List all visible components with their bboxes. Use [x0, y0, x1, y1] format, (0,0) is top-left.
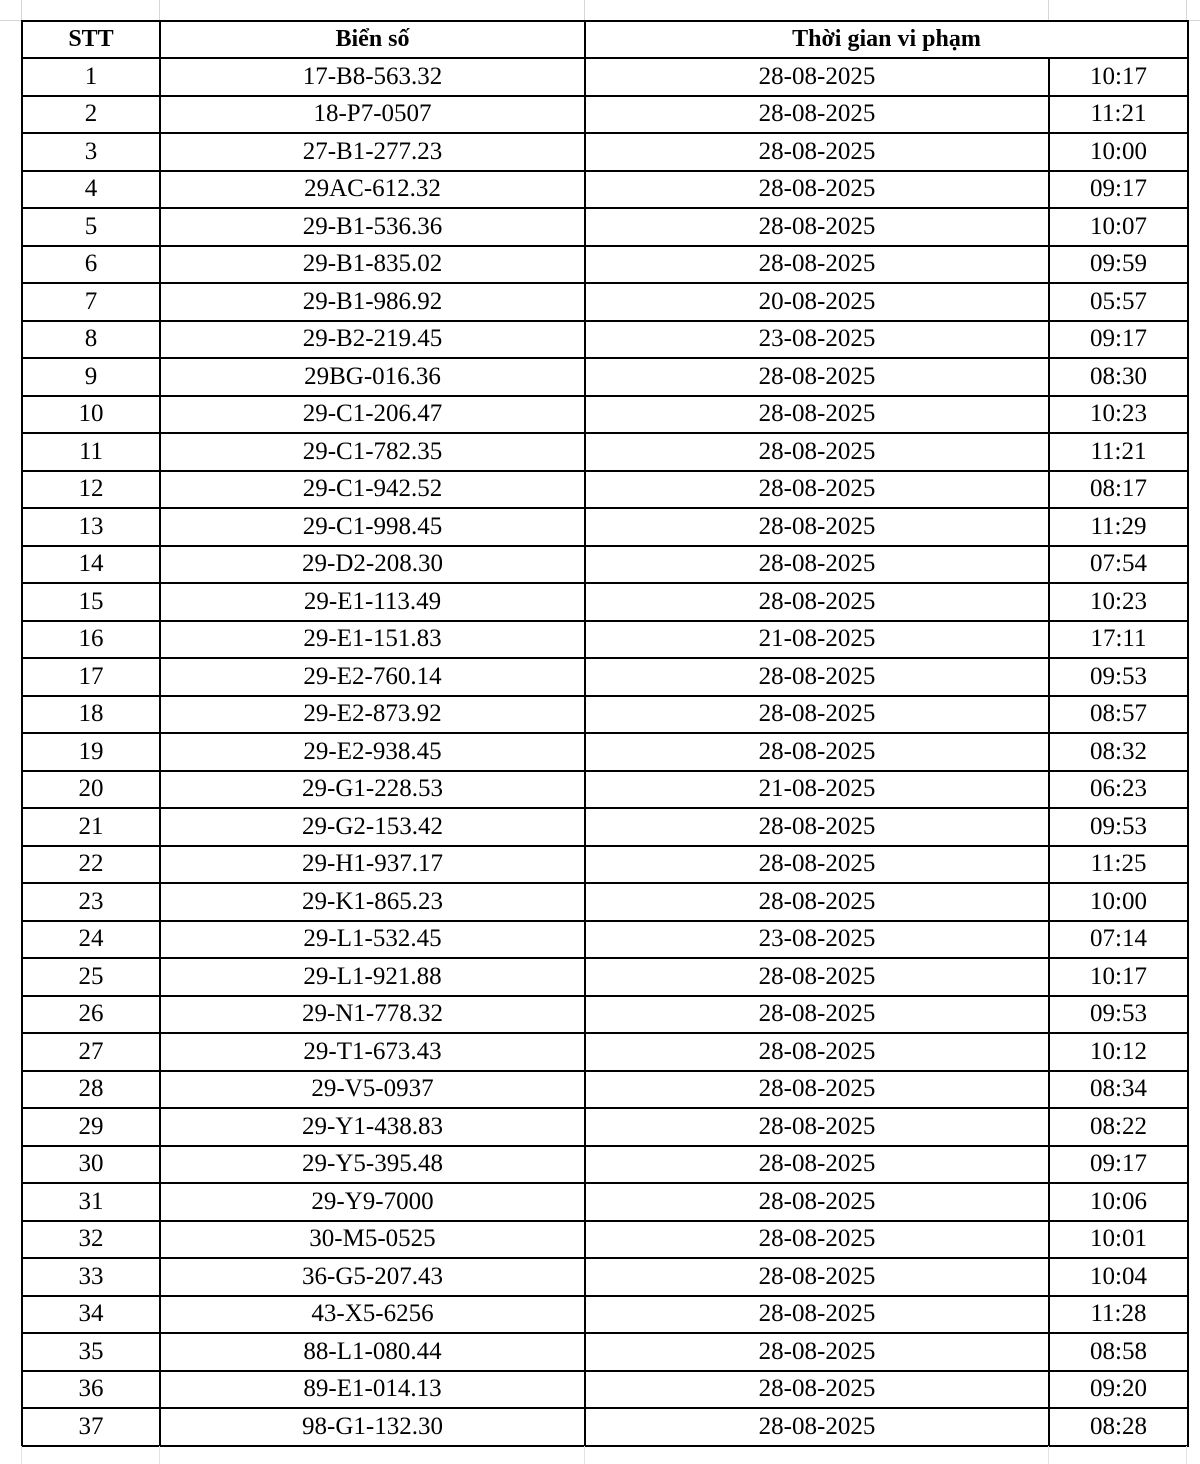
cell-plate: 29-T1-673.43 [160, 1033, 585, 1071]
cell-date: 28-08-2025 [585, 433, 1049, 471]
cell-stt: 11 [22, 433, 160, 471]
table-row [22, 1371, 1188, 1409]
cell-time: 10:12 [1049, 1033, 1188, 1071]
table-row [22, 246, 1188, 284]
cell-plate: 29-B2-219.45 [160, 321, 585, 359]
cell-date: 28-08-2025 [585, 1371, 1049, 1409]
cell-stt: 27 [22, 1033, 160, 1071]
cell-date: 28-08-2025 [585, 1071, 1049, 1109]
cell-date: 28-08-2025 [585, 1258, 1049, 1296]
cell-time: 08:57 [1049, 696, 1188, 734]
cell-time: 08:17 [1049, 471, 1188, 509]
cell-stt: 17 [22, 658, 160, 696]
violations-table [21, 20, 1189, 1447]
table-row [22, 1183, 1188, 1221]
table-row [22, 96, 1188, 134]
cell-plate: 30-M5-0525 [160, 1221, 585, 1259]
header-violation-time: Thời gian vi phạm [585, 21, 1188, 58]
cell-date: 28-08-2025 [585, 1183, 1049, 1221]
gridline [21, 0, 22, 20]
gridline [1048, 0, 1049, 20]
cell-time: 10:00 [1049, 133, 1188, 171]
cell-time: 11:21 [1049, 433, 1188, 471]
cell-time: 10:07 [1049, 208, 1188, 246]
table-row [22, 58, 1188, 96]
table-row [22, 1071, 1188, 1109]
cell-time: 08:28 [1049, 1408, 1188, 1446]
cell-time: 10:23 [1049, 583, 1188, 621]
cell-time: 17:11 [1049, 621, 1188, 659]
cell-plate: 29-E1-151.83 [160, 621, 585, 659]
cell-time: 09:53 [1049, 658, 1188, 696]
cell-plate: 43-X5-6256 [160, 1296, 585, 1334]
header-plate: Biển số [160, 21, 585, 58]
cell-date: 28-08-2025 [585, 1108, 1049, 1146]
cell-time: 08:32 [1049, 733, 1188, 771]
cell-plate: 29AC-612.32 [160, 171, 585, 209]
cell-plate: 29-Y9-7000 [160, 1183, 585, 1221]
cell-stt: 21 [22, 808, 160, 846]
table-body [22, 58, 1188, 1446]
table-row [22, 283, 1188, 321]
cell-stt: 36 [22, 1371, 160, 1409]
cell-time: 08:34 [1049, 1071, 1188, 1109]
table-row [22, 133, 1188, 171]
cell-time: 10:06 [1049, 1183, 1188, 1221]
cell-date: 21-08-2025 [585, 771, 1049, 809]
table-row [22, 1108, 1188, 1146]
cell-plate: 29-E1-113.49 [160, 583, 585, 621]
cell-time: 09:59 [1049, 246, 1188, 284]
cell-plate: 29-V5-0937 [160, 1071, 585, 1109]
cell-stt: 13 [22, 508, 160, 546]
spreadsheet-gridlines-bottom [0, 1446, 1200, 1464]
cell-date: 28-08-2025 [585, 733, 1049, 771]
cell-stt: 22 [22, 846, 160, 884]
cell-stt: 2 [22, 96, 160, 134]
cell-plate: 17-B8-563.32 [160, 58, 585, 96]
cell-stt: 16 [22, 621, 160, 659]
cell-stt: 12 [22, 471, 160, 509]
cell-plate: 29-E2-938.45 [160, 733, 585, 771]
cell-time: 05:57 [1049, 283, 1188, 321]
cell-date: 21-08-2025 [585, 621, 1049, 659]
cell-stt: 25 [22, 958, 160, 996]
cell-stt: 7 [22, 283, 160, 321]
table-row [22, 996, 1188, 1034]
cell-plate: 29-E2-873.92 [160, 696, 585, 734]
cell-stt: 32 [22, 1221, 160, 1259]
cell-stt: 9 [22, 358, 160, 396]
cell-time: 09:17 [1049, 171, 1188, 209]
cell-time: 07:14 [1049, 921, 1188, 959]
cell-plate: 29-K1-865.23 [160, 883, 585, 921]
cell-plate: 29-N1-778.32 [160, 996, 585, 1034]
table-row [22, 958, 1188, 996]
cell-stt: 5 [22, 208, 160, 246]
cell-time: 06:23 [1049, 771, 1188, 809]
cell-date: 28-08-2025 [585, 171, 1049, 209]
gridline [584, 1446, 585, 1464]
cell-stt: 34 [22, 1296, 160, 1334]
cell-date: 28-08-2025 [585, 208, 1049, 246]
cell-date: 28-08-2025 [585, 658, 1049, 696]
cell-time: 09:17 [1049, 1146, 1188, 1184]
header-row [22, 21, 1188, 58]
table-row [22, 358, 1188, 396]
table-row [22, 621, 1188, 659]
cell-plate: 29-L1-921.88 [160, 958, 585, 996]
cell-stt: 26 [22, 996, 160, 1034]
cell-plate: 29-L1-532.45 [160, 921, 585, 959]
header-stt: STT [22, 21, 160, 58]
table-row [22, 846, 1188, 884]
table-row [22, 658, 1188, 696]
table-row [22, 733, 1188, 771]
cell-date: 28-08-2025 [585, 508, 1049, 546]
cell-date: 28-08-2025 [585, 996, 1049, 1034]
cell-stt: 4 [22, 171, 160, 209]
table-row [22, 508, 1188, 546]
gridline [1186, 1446, 1187, 1464]
cell-plate: 29-H1-937.17 [160, 846, 585, 884]
table-row [22, 471, 1188, 509]
cell-date: 28-08-2025 [585, 1221, 1049, 1259]
cell-time: 10:04 [1049, 1258, 1188, 1296]
table-row [22, 696, 1188, 734]
cell-stt: 1 [22, 58, 160, 96]
cell-date: 28-08-2025 [585, 358, 1049, 396]
cell-stt: 23 [22, 883, 160, 921]
cell-plate: 29-E2-760.14 [160, 658, 585, 696]
cell-date: 28-08-2025 [585, 396, 1049, 434]
cell-plate: 27-B1-277.23 [160, 133, 585, 171]
cell-plate: 29-C1-782.35 [160, 433, 585, 471]
cell-plate: 18-P7-0507 [160, 96, 585, 134]
cell-plate: 89-E1-014.13 [160, 1371, 585, 1409]
cell-date: 28-08-2025 [585, 1033, 1049, 1071]
table-row [22, 1408, 1188, 1446]
cell-stt: 35 [22, 1333, 160, 1371]
cell-date: 28-08-2025 [585, 246, 1049, 284]
cell-stt: 15 [22, 583, 160, 621]
cell-plate: 29-G2-153.42 [160, 808, 585, 846]
cell-stt: 28 [22, 1071, 160, 1109]
table-row [22, 1333, 1188, 1371]
table-row [22, 583, 1188, 621]
cell-date: 28-08-2025 [585, 1296, 1049, 1334]
cell-date: 28-08-2025 [585, 96, 1049, 134]
cell-plate: 29-Y1-438.83 [160, 1108, 585, 1146]
table-row [22, 1296, 1188, 1334]
cell-plate: 29-B1-536.36 [160, 208, 585, 246]
cell-time: 08:30 [1049, 358, 1188, 396]
table-row [22, 808, 1188, 846]
cell-plate: 29-Y5-395.48 [160, 1146, 585, 1184]
cell-date: 23-08-2025 [585, 321, 1049, 359]
cell-stt: 19 [22, 733, 160, 771]
cell-time: 11:28 [1049, 1296, 1188, 1334]
gridline [1048, 1446, 1049, 1464]
cell-date: 28-08-2025 [585, 133, 1049, 171]
table-row [22, 771, 1188, 809]
cell-date: 28-08-2025 [585, 1333, 1049, 1371]
cell-stt: 37 [22, 1408, 160, 1446]
table-row [22, 1033, 1188, 1071]
cell-date: 20-08-2025 [585, 283, 1049, 321]
table-row [22, 1146, 1188, 1184]
gridline [21, 1446, 22, 1464]
cell-time: 10:23 [1049, 396, 1188, 434]
cell-time: 09:53 [1049, 996, 1188, 1034]
cell-date: 28-08-2025 [585, 846, 1049, 884]
table-row [22, 208, 1188, 246]
cell-time: 11:25 [1049, 846, 1188, 884]
table-row [22, 883, 1188, 921]
table-row [22, 321, 1188, 359]
cell-plate: 88-L1-080.44 [160, 1333, 585, 1371]
cell-plate: 29-B1-986.92 [160, 283, 585, 321]
cell-time: 08:58 [1049, 1333, 1188, 1371]
cell-plate: 29-C1-998.45 [160, 508, 585, 546]
cell-stt: 10 [22, 396, 160, 434]
cell-plate: 29-B1-835.02 [160, 246, 585, 284]
cell-stt: 8 [22, 321, 160, 359]
cell-plate: 29-C1-942.52 [160, 471, 585, 509]
cell-date: 28-08-2025 [585, 583, 1049, 621]
cell-date: 28-08-2025 [585, 58, 1049, 96]
cell-time: 10:17 [1049, 58, 1188, 96]
cell-date: 28-08-2025 [585, 1146, 1049, 1184]
cell-date: 28-08-2025 [585, 1408, 1049, 1446]
gridline [159, 0, 160, 20]
cell-time: 10:01 [1049, 1221, 1188, 1259]
cell-plate: 29-G1-228.53 [160, 771, 585, 809]
cell-plate: 29-D2-208.30 [160, 546, 585, 584]
gridline [584, 0, 585, 20]
cell-plate: 29-C1-206.47 [160, 396, 585, 434]
table-row [22, 171, 1188, 209]
cell-stt: 30 [22, 1146, 160, 1184]
cell-time: 09:53 [1049, 808, 1188, 846]
cell-date: 28-08-2025 [585, 471, 1049, 509]
cell-stt: 14 [22, 546, 160, 584]
cell-plate: 36-G5-207.43 [160, 1258, 585, 1296]
table-row [22, 921, 1188, 959]
cell-time: 08:22 [1049, 1108, 1188, 1146]
cell-stt: 6 [22, 246, 160, 284]
cell-time: 07:54 [1049, 546, 1188, 584]
cell-time: 09:17 [1049, 321, 1188, 359]
table-row [22, 1258, 1188, 1296]
cell-plate: 29BG-016.36 [160, 358, 585, 396]
cell-stt: 29 [22, 1108, 160, 1146]
cell-time: 09:20 [1049, 1371, 1188, 1409]
cell-stt: 24 [22, 921, 160, 959]
gridline [1186, 0, 1187, 20]
cell-time: 11:21 [1049, 96, 1188, 134]
cell-date: 23-08-2025 [585, 921, 1049, 959]
cell-date: 28-08-2025 [585, 546, 1049, 584]
cell-time: 10:17 [1049, 958, 1188, 996]
cell-stt: 18 [22, 696, 160, 734]
cell-stt: 3 [22, 133, 160, 171]
cell-stt: 31 [22, 1183, 160, 1221]
cell-date: 28-08-2025 [585, 958, 1049, 996]
cell-plate: 98-G1-132.30 [160, 1408, 585, 1446]
cell-date: 28-08-2025 [585, 808, 1049, 846]
spreadsheet-gridlines-top [0, 0, 1200, 21]
cell-stt: 33 [22, 1258, 160, 1296]
table-row [22, 546, 1188, 584]
gridline [159, 1446, 160, 1464]
cell-time: 10:00 [1049, 883, 1188, 921]
table-row [22, 433, 1188, 471]
table-row [22, 1221, 1188, 1259]
cell-time: 11:29 [1049, 508, 1188, 546]
cell-stt: 20 [22, 771, 160, 809]
cell-date: 28-08-2025 [585, 696, 1049, 734]
cell-date: 28-08-2025 [585, 883, 1049, 921]
table-row [22, 396, 1188, 434]
